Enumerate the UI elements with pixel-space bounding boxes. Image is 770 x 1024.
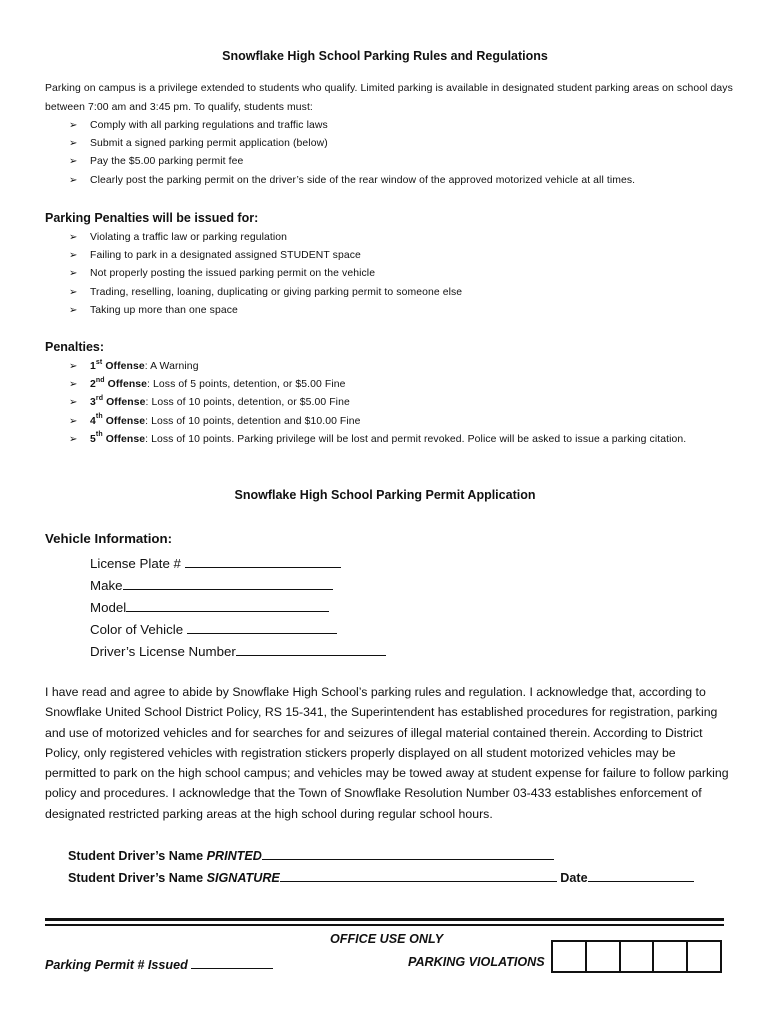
violation-box[interactable] [553, 942, 587, 971]
violation-box[interactable] [621, 942, 655, 971]
permit-number-line[interactable] [191, 955, 273, 969]
office-use-heading: OFFICE USE ONLY [330, 932, 444, 946]
arrow-bullet-icon: ➢ [69, 120, 78, 131]
parking-violations-label: PARKING VIOLATIONS [408, 955, 545, 969]
permit-issued-field[interactable]: Parking Permit # Issued [45, 955, 273, 972]
list-item: ➢ 4th Offense: Loss of 10 points, detention and $10.00 Fine [45, 413, 735, 431]
application-title: Snowflake High School Parking Permit Application [234, 488, 536, 502]
list-item: ➢ Submit a signed parking permit application (below) [45, 135, 735, 153]
arrow-bullet-icon: ➢ [69, 304, 78, 316]
list-item: ➢ Clearly post the parking permit on the driver’s side of the rear window of the approved motorized vehicle at all times. [45, 172, 735, 190]
violation-box[interactable] [688, 942, 720, 971]
arrow-bullet-icon: ➢ [69, 268, 78, 280]
arrow-bullet-icon: ➢ [69, 138, 78, 150]
list-item: ➢ Pay the $5.00 parking permit fee [45, 153, 735, 171]
license-plate-line[interactable] [185, 554, 341, 568]
rules-intro: Parking on campus is a privilege extended to students who qualify. Limited parking is available in designated student parking areas on school days between 7:00 am and 3:45 pm. To qualify, students must: [45, 83, 733, 113]
list-item: ➢ 3rd Offense: Loss of 10 points, detention, or $5.00 Fine [45, 394, 735, 412]
signature-line[interactable] [280, 868, 557, 882]
arrow-bullet-icon: ➢ [69, 415, 78, 427]
arrow-bullet-icon: ➢ [69, 433, 78, 445]
signature-field[interactable]: Student Driver’s Name SIGNATURE Date [68, 868, 694, 885]
arrow-bullet-icon: ➢ [69, 156, 78, 168]
printed-name-line[interactable] [262, 846, 554, 860]
printed-name-field[interactable]: Student Driver’s Name PRINTED [68, 846, 554, 863]
violation-box[interactable] [587, 942, 621, 971]
date-line[interactable] [588, 868, 694, 882]
arrow-bullet-icon: ➢ [69, 250, 78, 262]
penalties-heading: Penalties: [45, 340, 105, 354]
violation-box[interactable] [654, 942, 688, 971]
model-field[interactable]: Model [90, 598, 329, 616]
vehicle-info-heading: Vehicle Information: [45, 531, 173, 546]
drivers-license-line[interactable] [236, 642, 386, 656]
violation-boxes [551, 940, 722, 973]
requirements-list [45, 117, 735, 190]
color-line[interactable] [187, 620, 337, 634]
arrow-bullet-icon: ➢ [69, 232, 78, 243]
drivers-license-field[interactable]: Driver’s License Number [90, 642, 386, 660]
divider-rule [45, 924, 724, 926]
arrow-bullet-icon: ➢ [69, 286, 78, 298]
rules-title: Snowflake High School Parking Rules and Regulations [222, 49, 548, 63]
list-item: ➢ Violating a traffic law or parking regulation [45, 229, 735, 247]
arrow-bullet-icon: ➢ [69, 174, 78, 186]
arrow-bullet-icon: ➢ [69, 397, 78, 409]
arrow-bullet-icon: ➢ [69, 379, 78, 391]
acknowledgement-paragraph: I have read and agree to abide by Snowflake High School’s parking rules and regulation. I acknowledge that, according to Snowflake United School District Policy, RS 15-341, the Superintendent has established procedures for registration, parking and use of motorized vehicles and for searches for and seizures of illegal material contained therein. According to District Policy, only registered vehicles with registration stickers properly displayed on all student motorized vehicles may be permitted to park on the high school campus; and vehicles may be towed away at student expense for failure to follow parking policy and procedures. I acknowledge that the Town of Snowflake Resolution Number 03-433 establishes enforcement of designated restricted parking areas at the high school during regular school hours. [45, 685, 729, 821]
arrow-bullet-icon: ➢ [69, 361, 78, 372]
make-line[interactable] [123, 576, 333, 590]
list-item: ➢ Failing to park in a designated assigned STUDENT space [45, 247, 735, 265]
list-item: ➢ 1st Offense: A Warning [45, 358, 735, 376]
color-field[interactable]: Color of Vehicle [90, 620, 337, 638]
list-item: ➢ Taking up more than one space [45, 302, 735, 320]
list-item: ➢ 5th Offense: Loss of 10 points. Parking privilege will be lost and permit revoked. Police will be asked to issue a parking citation. [45, 431, 735, 449]
penalty-reasons-list [45, 229, 735, 320]
list-item: ➢ 2nd Offense: Loss of 5 points, detention, or $5.00 Fine [45, 376, 735, 394]
list-item: ➢ Comply with all parking regulations and traffic laws [45, 117, 735, 135]
penalties-list [45, 358, 735, 449]
list-item: ➢ Trading, reselling, loaning, duplicating or giving parking permit to someone else [45, 284, 735, 302]
penalty-reasons-heading: Parking Penalties will be issued for: [45, 211, 259, 225]
model-line[interactable] [126, 598, 329, 612]
make-field[interactable]: Make [90, 576, 333, 594]
list-item: ➢ Not properly posting the issued parking permit on the vehicle [45, 265, 735, 283]
license-plate-field[interactable]: License Plate # [90, 554, 341, 572]
divider-rule [45, 918, 724, 921]
